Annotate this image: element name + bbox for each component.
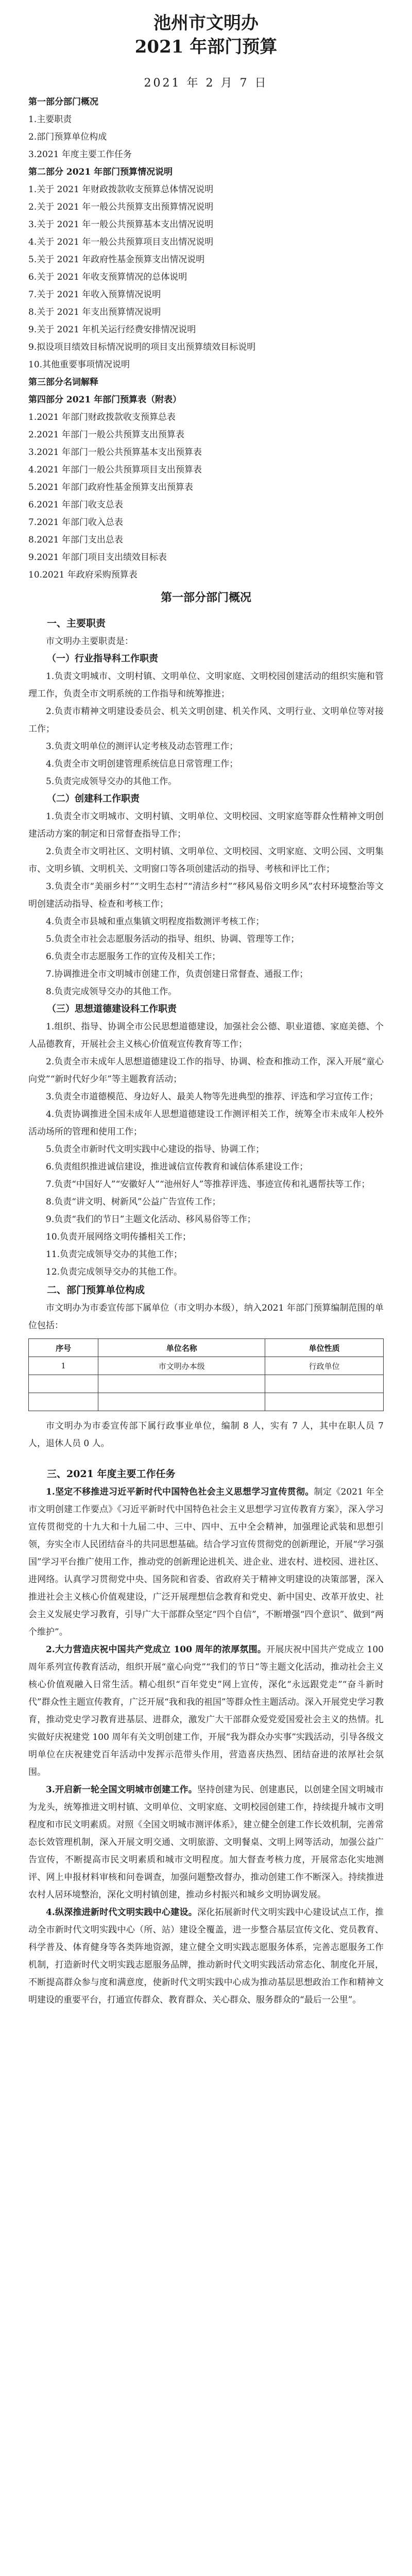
duty-item: 2.负责市精神文明建设委员会、机关文明创建、机关作风、文明行业、文明单位等对接工作； (28, 706, 384, 734)
toc-item: 10.其他重要事项情况说明 (28, 360, 130, 370)
subsection-heading: （三）思想道德建设科工作职责 (47, 1004, 177, 1014)
toc-item: 9.关于 2021 年机关运行经费安排情况说明 (28, 325, 196, 335)
table-header: 序号 (29, 1339, 98, 1357)
duty-item: 10.负责开展网络文明传播相关工作； (46, 1232, 192, 1242)
toc-item: 第三部分名词解释 (28, 377, 98, 387)
table-row (29, 1357, 384, 1375)
section-heading: 二、部门预算单位构成 (47, 1284, 145, 1296)
toc-item: 9.拟设项目绩效目标情况说明的项目支出预算绩效目标说明 (28, 342, 256, 352)
unit-table (28, 1338, 384, 1411)
duty-list (28, 1018, 384, 1281)
duty-item: 1.负责全市文明城市、文明村镇、文明单位、文明校园、文明家庭等群众性精神文明创建活动方案的制定和日常督查指导工作； (28, 811, 384, 839)
toc-item: 2.关于 2021 年一般公共预算支出预算情况说明 (28, 202, 214, 212)
table-header: 单位名称 (98, 1339, 265, 1357)
duty-item: 1.组织、指导、协调全市公民思想道德建设，加强社会公德、职业道德、家庭美德、个人品德教育，开展社会主义核心价值观宣传教育等工作； (28, 1022, 384, 1049)
duty-item: 3.负责文明单位的测评认定考核及动态管理工作； (46, 741, 238, 752)
duty-item: 12.负责完成领导交办的其他工作。 (46, 1267, 183, 1277)
toc-item: 1.2021 年部门财政拨款收支预算总表 (28, 412, 176, 422)
toc-item: 5.关于 2021 年政府性基金预算支出情况说明 (28, 255, 205, 265)
duty-list (28, 668, 384, 790)
table-header: 单位性质 (265, 1339, 384, 1357)
toc-item: 1.关于 2021 年财政拨款收支预算总体情况说明 (28, 184, 214, 195)
subsection-heading: （一）行业指导科工作职责 (47, 653, 158, 664)
toc-item: 1.主要职责 (28, 114, 72, 125)
table-cell: 1 (29, 1357, 98, 1375)
duty-item: 9.负责“我们的节日”主题文化活动、移风易俗等工作； (46, 1214, 256, 1225)
subsection-heading: （二）创建科工作职责 (47, 793, 140, 804)
toc-item: 2.2021 年部门一般公共预算支出预算表 (28, 430, 184, 440)
table-cell: 行政单位 (265, 1357, 384, 1375)
task-body: 深化拓展新时代文明实践中心建设试点工作，推动全市新时代文明实践中心（所、站）建设全覆盖，进一步整合基层宣传文化、党员教育、科学普及、体育健身等各类阵地资源，建立健全文明实践志愿服务体系，完善志愿服务工作机制，打造新时代文明实践志愿服务品牌，推动新时代文明实践活动常态化、制度化开展，不断提高群众参与度和满意度，使新时代文明实践中心成为推动基层思想政治工作和精神文明建设的重要平台，打通宣传群众、教育群众、关心群众、服务群众的“最后一公里”。 (28, 1907, 384, 2005)
toc-item: 第四部分 2021 年部门预算表（附表） (28, 395, 182, 405)
section-intro: 市文明办为市委宣传部下属单位（市文明办本级），纳入2021 年部门预算编制范围的单位包括： (28, 1303, 384, 1331)
table-note: 市文明办为市委宣传部下属行政事业单位，编制 8 人，实有 7 人，其中在职人员 7 人，退休人员 0 人。 (28, 1421, 384, 1449)
org-title: 池州市文明办 (153, 13, 259, 33)
table-row (29, 1393, 384, 1411)
duty-item: 7.协调推进全市文明城市创建工作，负责创建日常督查、通报工作； (46, 969, 308, 979)
toc-item: 6.2021 年部门收支总表 (28, 500, 123, 510)
toc-item: 10.2021 年政府采购预算表 (28, 570, 138, 580)
duty-item: 5.负责完成领导交办的其他工作。 (46, 776, 177, 787)
duty-item: 3.负责全市“美丽乡村”“文明生态村”“清洁乡村”“移风易俗文明乡风”农村环境整治等文明创建活动指导、检查和考核工作； (28, 882, 384, 909)
table-of-contents (28, 93, 384, 584)
doc-date: 2021 年 2 月 7 日 (144, 77, 268, 90)
task-body: 坚持创建为民、创建惠民，以创建全国文明城市为龙头，统筹推进文明村镇、文明单位、文明家庭、文明校园创建工作，持续提升城市文明程度和市民文明素质。对照《全国文明城市测评体系》，建立健全创建工作长效机制，完善常态长效管理机制，深入开展文明交通、文明旅游、文明餐桌、文明上网等活动，加强公益广告宣传，不断提高市民文明素质和城市文明程度。加大督查考核力度，开展常态化实地测评、网上申报材料审核和问卷调查，加强问题整改督办，推动创建工作不断深入。持续推进农村人居环境整治，深化文明村镇创建，推动乡村振兴和城乡文明协调发展。 (28, 1785, 384, 1900)
duty-list (28, 808, 384, 1001)
table-row (29, 1375, 384, 1393)
task-paragraph (28, 1781, 384, 1904)
duty-item: 3.负责全市道德模范、身边好人、最美人物等先进典型的推荐、评选和学习宣传工作； (46, 1092, 379, 1102)
table-cell: 市文明办本级 (98, 1357, 265, 1375)
duty-item: 4.负责全市县城和重点集镇文明程度指数测评考核工作； (46, 917, 265, 927)
duty-item: 7.负责“中国好人”“安徽好人”“池州好人”等推荐评选、事迹宣传和礼遇帮扶等工作； (46, 1179, 370, 1190)
toc-item: 6.关于 2021 年收支预算情况的总体说明 (28, 272, 187, 282)
task-lead: 2.大力营造庆祝中国共产党成立 100 周年的浓厚氛围。 (46, 1645, 267, 1655)
section-intro: 市文明办主要职责是： (46, 636, 133, 647)
section-heading: 三、2021 年度主要工作任务 (47, 1468, 176, 1480)
toc-item: 3.关于 2021 年一般公共预算基本支出情况说明 (28, 219, 214, 230)
table-cell (29, 1375, 98, 1393)
duty-item: 4.负责协调推进全国未成年人思想道德建设工作测评相关工作，统筹全市未成年人校外活动场所的管理和使用工作； (28, 1109, 384, 1137)
toc-item: 4.2021 年部门一般公共预算项目支出预算表 (28, 465, 202, 475)
duty-item: 1.负责文明城市、文明村镇、文明单位、文明家庭、文明校园创建活动的组织实施和管理工作，负责全市文明系统的工作指导和统筹推进； (28, 671, 384, 699)
task-paragraph (28, 1904, 384, 2009)
task-lead: 4.纵深推进新时代文明实践中心建设。 (46, 1907, 197, 1918)
duty-item: 8.负责完成领导交办的其他工作。 (46, 987, 177, 997)
task-lead: 3.开启新一轮全国文明城市创建工作。 (46, 1785, 197, 1795)
doc-title: 2021 年部门预算 (134, 37, 278, 57)
toc-item: 8.关于 2021 年支出预算情况说明 (28, 307, 161, 317)
part1-heading: 第一部分部门概况 (160, 591, 251, 604)
table-cell (265, 1375, 384, 1393)
duty-item: 11.负责完成领导交办的其他工作； (46, 1249, 183, 1260)
task-body: 开展庆祝中国共产党成立 100 周年系列宣传教育活动，组织开展“童心向党”“我们的节日”等主题文化活动，推动社会主义核心价值观融入日常生活。精心组织“百年党史”网上宣传，深化“永远跟党走”“奋斗新时代”群众性主题宣传教育，广泛开展“我和我的祖国”等群众性主题活动。深入开展党史学习教育，推动党史学习教育进基层、进群众，激发广大干部群众爱党爱国爱社会主义的热情。扎实做好庆祝建党 100 周年有关文明创建工作，开展“我为群众办实事”实践活动，引导各级文明单位在庆祝建党百年活动中发挥示范带头作用，营造喜庆热烈、团结奋进的浓厚社会氛围。 (28, 1645, 384, 1777)
toc-item: 8.2021 年部门支出总表 (28, 535, 123, 545)
duty-item: 6.负责全市志愿服务工作的宣传及相关工作； (46, 952, 221, 962)
toc-item: 2.部门预算单位构成 (28, 132, 107, 142)
duty-item: 8.负责“讲文明、树新风”公益广告宣传工作； (46, 1197, 221, 1207)
duty-item: 2.负责全市未成年人思想道德建设工作的指导、协调、检查和推动工作，深入开展“童心向党”“新时代好少年”等主题教育活动； (28, 1057, 384, 1084)
toc-item: 第二部分 2021 年部门预算情况说明 (28, 167, 173, 177)
duty-item: 2.负责全市文明社区、文明村镇、文明单位、文明校园、文明家庭、文明公园、文明集市、文明乡镇、文明机关、文明窗口等各项创建活动的指导、考核和评比工作； (28, 846, 384, 874)
toc-item: 7.关于 2021 年收入预算情况说明 (28, 290, 161, 300)
table-cell (265, 1393, 384, 1411)
toc-item: 9.2021 年部门项目支出绩效目标表 (28, 552, 167, 563)
toc-item: 7.2021 年部门收入总表 (28, 517, 123, 528)
task-paragraph (28, 1641, 384, 1781)
task-paragraph (28, 1483, 384, 1641)
toc-item: 3.2021 年部门一般公共预算基本支出预算表 (28, 447, 202, 457)
task-list (28, 1483, 384, 2009)
toc-item: 5.2021 年部门政府性基金预算支出预算表 (28, 482, 193, 493)
duty-item: 5.负责全市社会志愿服务活动的指导、组织、协调、管理等工作； (46, 934, 300, 944)
table-cell (98, 1375, 265, 1393)
toc-item: 4.关于 2021 年一般公共预算项目支出情况说明 (28, 237, 214, 247)
section-heading: 一、主要职责 (47, 618, 106, 629)
duty-item: 5.负责全市新时代文明实践中心建设的指导、协调工作； (46, 1144, 265, 1155)
task-body: 制定《2021 年全市文明创建工作要点》《习近平新时代中国特色社会主义思想学习宣传教育方案》，深入学习宣传贯彻党的十九大和十九届二中、三中、四中、五中全会精神，加强理论武装和思想引领，夯实全市人民团结奋斗的共同思想基础。结合学习宣传贯彻党的创新理论，开展“学习强国”学习平台推广使用工作，推动党的创新理论进机关、进企业、进农村、进校园、进社区、进网络。认真学习贯彻党中央、国务院和省委、省政府关于精神文明建设的决策部署，深入推进社会主义核心价值观建设，广泛开展理想信念教育和党史、新中国史、改革开放史、社会主义发展史学习教育，引导广大干部群众坚定“四个自信”，不断增强“四个意识”、做到“两个维护”。 (28, 1487, 384, 1637)
duty-item: 4.负责全市文明创建管理系统信息日常管理工作； (46, 759, 238, 769)
table-cell (98, 1393, 265, 1411)
task-lead: 1.坚定不移推进习近平新时代中国特色社会主义思想学习宣传贯彻。 (46, 1487, 314, 1497)
table-cell (29, 1393, 98, 1411)
toc-item: 第一部分部门概况 (28, 97, 98, 107)
duty-item: 6.负责组织推进诚信建设，推进诚信宣传教育和诚信体系建设工作； (46, 1162, 308, 1172)
toc-item: 3.2021 年度主要工作任务 (28, 149, 132, 160)
